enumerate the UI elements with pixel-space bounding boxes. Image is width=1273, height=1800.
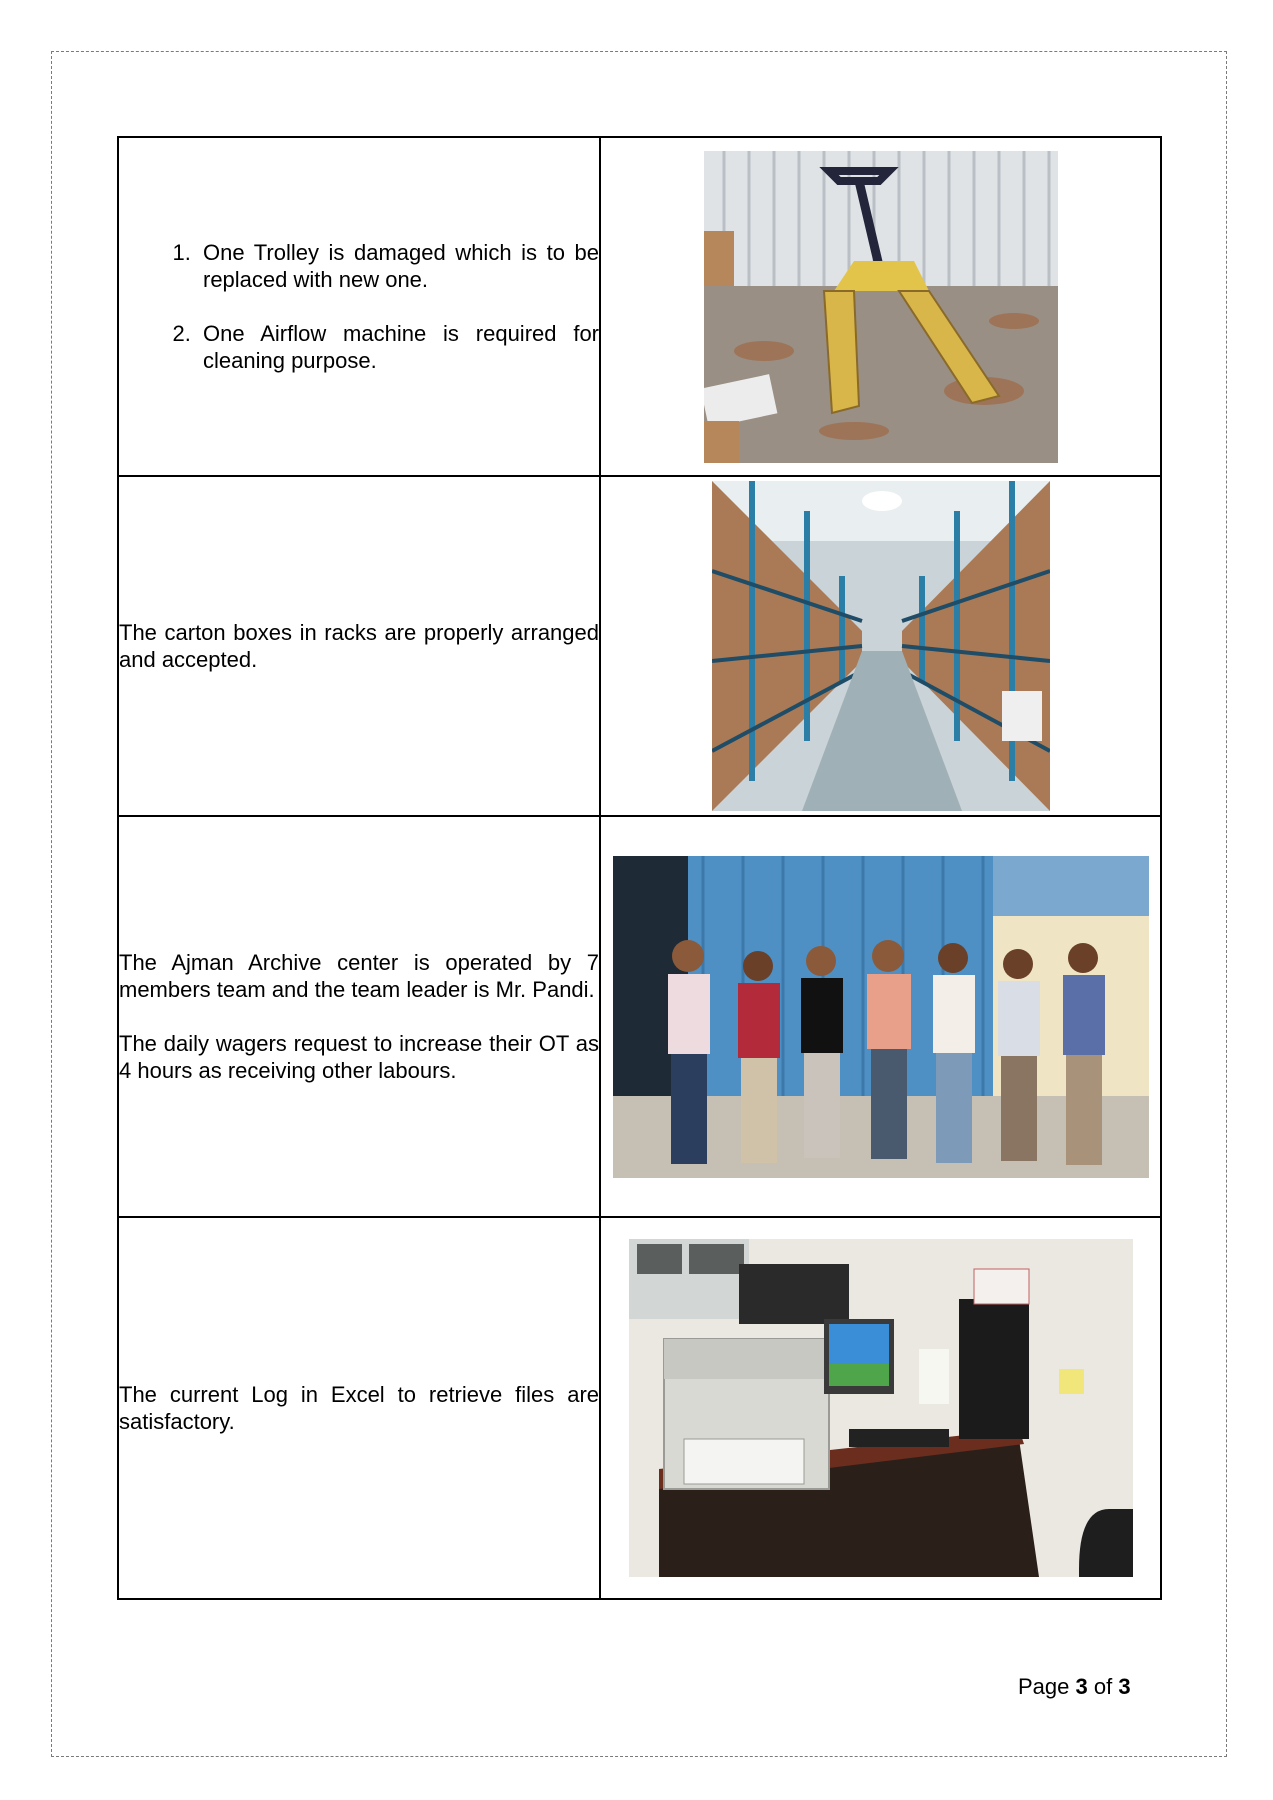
text-cell [118, 476, 600, 816]
pallet-trolley-photo [704, 151, 1058, 463]
list-item: 1. One Trolley is damaged which is to be replaced with new one. [197, 239, 599, 293]
cell-text: The current Log in Excel to retrieve files are satisfactory. [119, 1382, 599, 1434]
page-of-label: of [1093, 1674, 1113, 1699]
cell-text: The Ajman Archive center is operated by 7 members team and the team leader is Mr. Pandi. [119, 950, 599, 1002]
image-cell [600, 1217, 1161, 1599]
total-pages-number: 3 [1118, 1674, 1131, 1699]
table-row [118, 476, 1161, 816]
current-page-number: 3 [1075, 1674, 1088, 1699]
text-cell [118, 1217, 600, 1599]
office-desk-photo [629, 1239, 1133, 1577]
text-cell [118, 816, 600, 1217]
team-photo [613, 856, 1149, 1178]
text-cell [118, 137, 600, 476]
page-label: Page [1018, 1674, 1070, 1699]
table-row [118, 1217, 1161, 1599]
table-row [118, 816, 1161, 1217]
cell-text: The daily wagers request to increase their OT as 4 hours as receiving other labours. [119, 1031, 599, 1083]
image-cell [600, 137, 1161, 476]
findings-list [119, 239, 599, 374]
table-row [118, 137, 1161, 476]
warehouse-racks-photo [712, 481, 1050, 811]
inspection-table [117, 136, 1162, 1600]
image-cell [600, 476, 1161, 816]
list-item: 2. One Airflow machine is required for cleaning purpose. [197, 320, 599, 374]
page-footer [1018, 1674, 1131, 1700]
cell-text: The carton boxes in racks are properly arranged and accepted. [119, 620, 599, 672]
image-cell [600, 816, 1161, 1217]
